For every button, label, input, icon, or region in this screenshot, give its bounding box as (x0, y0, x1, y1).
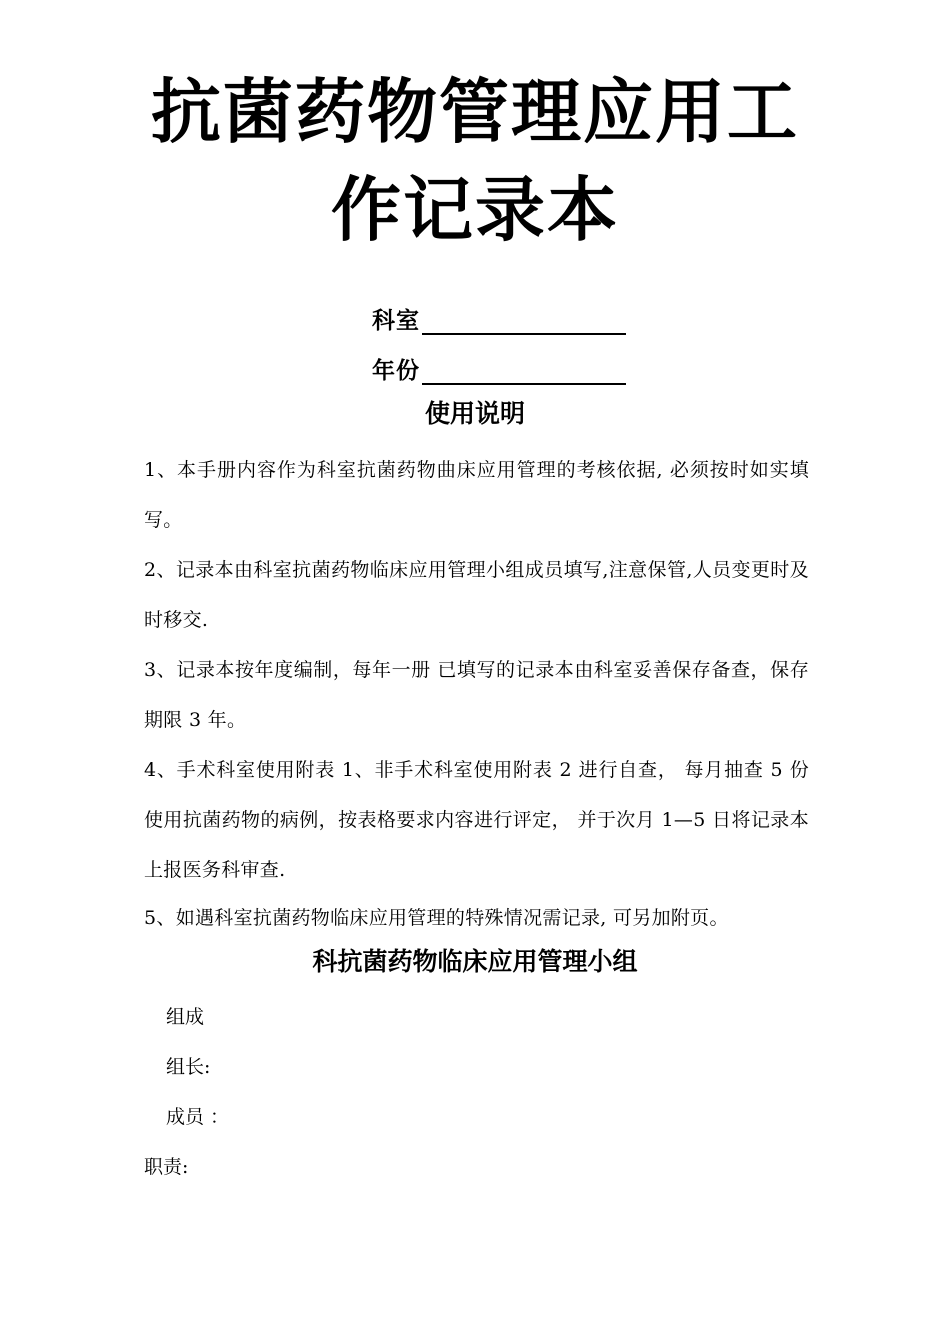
instruction-item-4: 4、手术科室使用附表 1、非手术科室使用附表 2 进行自查， 每月抽查 5 份使用抗菌药物的病例，按表格要求内容进行评定， 并于次月 1—5 日将记录本上报医务科审查. (144, 759, 809, 881)
group-members: 成员 ： (166, 1106, 230, 1128)
instruction-item-1: 1、本手册内容作为科室抗菌药物曲床应用管理的考核依据, 必须按时如实填写。 (144, 459, 809, 531)
department-field (372, 300, 626, 336)
document-title-line-1: 抗菌药物管理应用工 (151, 71, 799, 153)
department-blank-line (422, 333, 626, 335)
document-title-line-2: 作记录本 (331, 169, 619, 251)
group-composition: 组成 (166, 1006, 205, 1028)
group-leader: 组长: (166, 1056, 211, 1078)
year-field (372, 350, 626, 386)
year-blank-line (422, 383, 626, 385)
group-duties: 职责: (144, 1156, 189, 1178)
year-label: 年份 (372, 358, 420, 384)
group-heading: 科抗菌药物临床应用管理小组 (312, 947, 638, 976)
instruction-item-5: 5、如遇科室抗菌药物临床应用管理的特殊情况需记录, 可另加附页。 (144, 907, 729, 929)
instruction-item-2: 2、记录本由科室抗菌药物临床应用管理小组成员填写,注意保管,人员变更时及时移交. (144, 559, 809, 631)
instructions-heading: 使用说明 (424, 399, 525, 428)
department-label: 科室 (372, 308, 420, 334)
instruction-item-3: 3、记录本按年度编制，每年一册 已填写的记录本由科室妥善保存备查，保存期限 3 年。 (144, 659, 809, 731)
